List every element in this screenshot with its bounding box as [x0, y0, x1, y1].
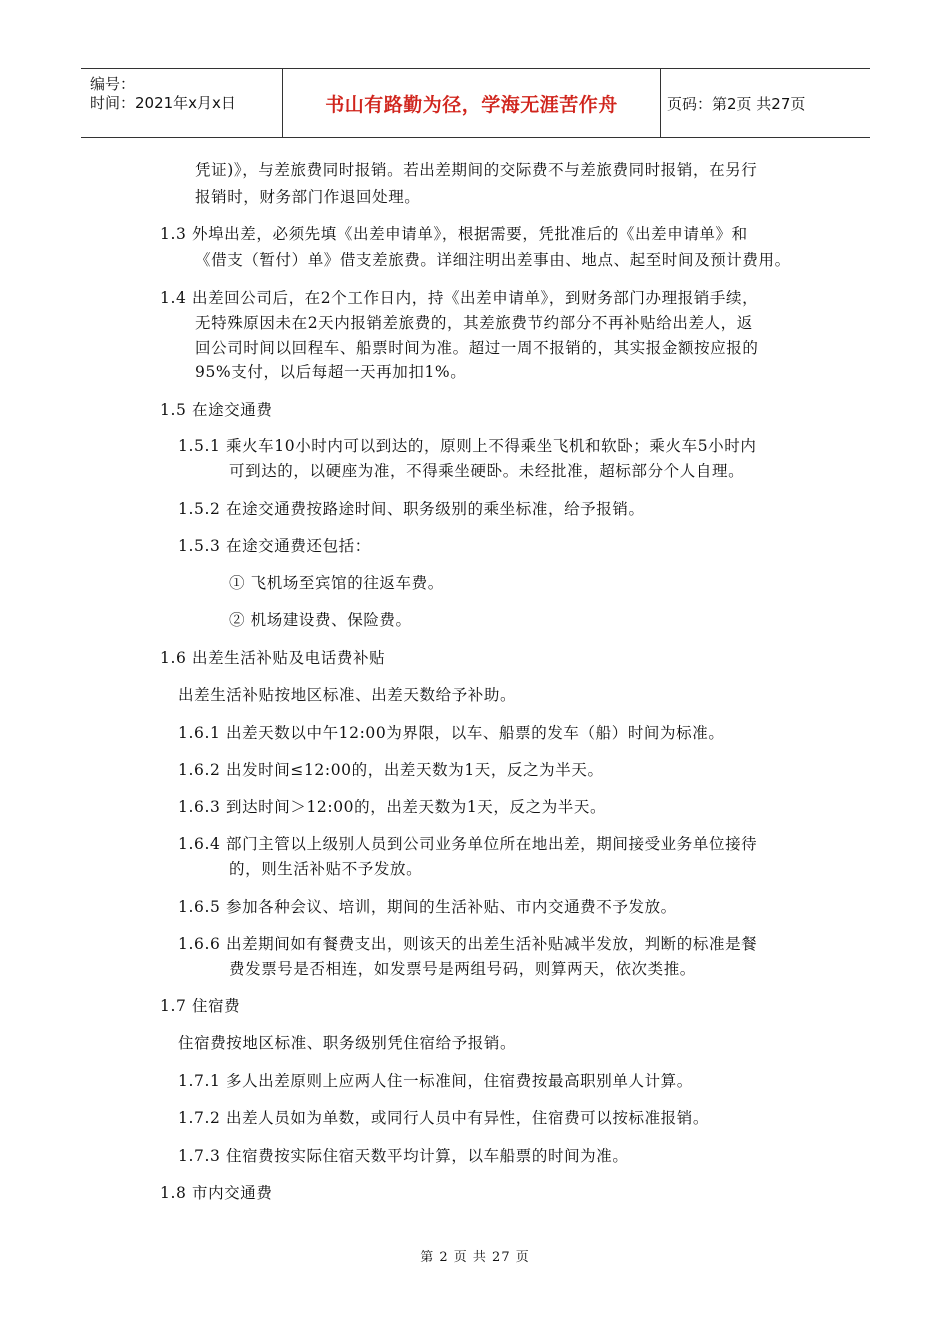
- section-1-6-heading: 1.6 出差生活补贴及电话费补贴: [160, 649, 386, 667]
- document-date-label: 时间：2021年x月x日: [90, 94, 236, 112]
- body-line: 的，则生活补贴不予发放。: [229, 860, 423, 878]
- page-header: [81, 68, 870, 138]
- section-1-6-4: 1.6.4 部门主管以上级别人员到公司业务单位所在地出差，期间接受业务单位接待: [178, 835, 758, 853]
- section-1-7-3: 1.7.3 住宿费按实际住宿天数平均计算，以车船票的时间为准。: [178, 1147, 629, 1165]
- body-line: 费发票号是否相连，如发票号是两组号码，则算两天，依次类推。: [229, 960, 696, 978]
- section-1-5-heading: 1.5 在途交通费: [160, 401, 273, 419]
- header-left-cell: [81, 69, 283, 137]
- header-right-cell: [661, 69, 870, 137]
- section-1-3-heading: 1.3 外埠出差，必须先填《出差申请单》，根据需要，凭批准后的《出差申请单》和: [160, 225, 748, 243]
- body-line: 无特殊原因未在2天内报销差旅费的，其差旅费节约部分不再补贴给出差人，返: [195, 314, 753, 332]
- document-number-label: 编号：: [90, 75, 136, 93]
- body-line: 回公司时间以回程车、船票时间为准。超过一周不报销的，其实报金额按应报的: [195, 339, 759, 357]
- body-line: 出差生活补贴按地区标准、出差天数给予补助。: [178, 686, 517, 704]
- section-1-8-heading: 1.8 市内交通费: [160, 1184, 273, 1202]
- header-motto: 书山有路勤为径，学海无涯苦作舟: [325, 94, 618, 116]
- section-1-6-1: 1.6.1 出差天数以中午12:00为界限，以车、船票的发车（船）时间为标准。: [178, 724, 725, 742]
- section-1-6-3: 1.6.3 到达时间＞12:00的，出差天数为1天，反之为半天。: [178, 798, 607, 816]
- body-line: 可到达的，以硬座为准，不得乘坐硬卧。未经批准，超标部分个人自理。: [229, 462, 745, 480]
- section-1-5-1: 1.5.1 乘火车10小时内可以到达的，原则上不得乘坐飞机和软卧；乘火车5小时内: [178, 437, 757, 455]
- body-line: 报销时，财务部门作退回处理。: [195, 188, 421, 206]
- section-1-5-2: 1.5.2 在途交通费按路途时间、职务级别的乘坐标准，给予报销。: [178, 500, 645, 518]
- section-1-6-2: 1.6.2 出发时间≤12:00的，出差天数为1天，反之为半天。: [178, 761, 604, 779]
- section-1-7-2: 1.7.2 出差人员如为单数，或同行人员中有异性，住宿费可以按标准报销。: [178, 1109, 709, 1127]
- header-page-info: 页码：第2页 共27页: [667, 95, 806, 113]
- section-1-7-heading: 1.7 住宿费: [160, 997, 241, 1015]
- section-1-6-5: 1.6.5 参加各种会议、培训，期间的生活补贴、市内交通费不予发放。: [178, 898, 677, 916]
- page-footer: 第 2 页 共 27 页: [420, 1250, 530, 1265]
- list-item: ① 飞机场至宾馆的往返车费。: [229, 574, 444, 592]
- section-1-5-3: 1.5.3 在途交通费还包括：: [178, 537, 371, 555]
- section-1-7-1: 1.7.1 多人出差原则上应两人住一标准间，住宿费按最高职别单人计算。: [178, 1072, 693, 1090]
- body-line: 住宿费按地区标准、职务级别凭住宿给予报销。: [178, 1034, 517, 1052]
- section-1-4-heading: 1.4 出差回公司后，在2个工作日内，持《出差申请单》，到财务部门办理报销手续，: [160, 289, 759, 307]
- body-line: 凭证)》，与差旅费同时报销。若出差期间的交际费不与差旅费同时报销，在另行: [195, 161, 758, 179]
- body-line: 95%支付，以后每超一天再加扣1%。: [195, 363, 467, 381]
- body-line: 《借支（暂付）单》借支差旅费。详细注明出差事由、地点、起至时间及预计费用。: [195, 251, 791, 269]
- list-item: ② 机场建设费、保险费。: [229, 611, 412, 629]
- section-1-6-6: 1.6.6 出差期间如有餐费支出，则该天的出差生活补贴减半发放，判断的标准是餐: [178, 935, 758, 953]
- header-middle-cell: [283, 69, 661, 137]
